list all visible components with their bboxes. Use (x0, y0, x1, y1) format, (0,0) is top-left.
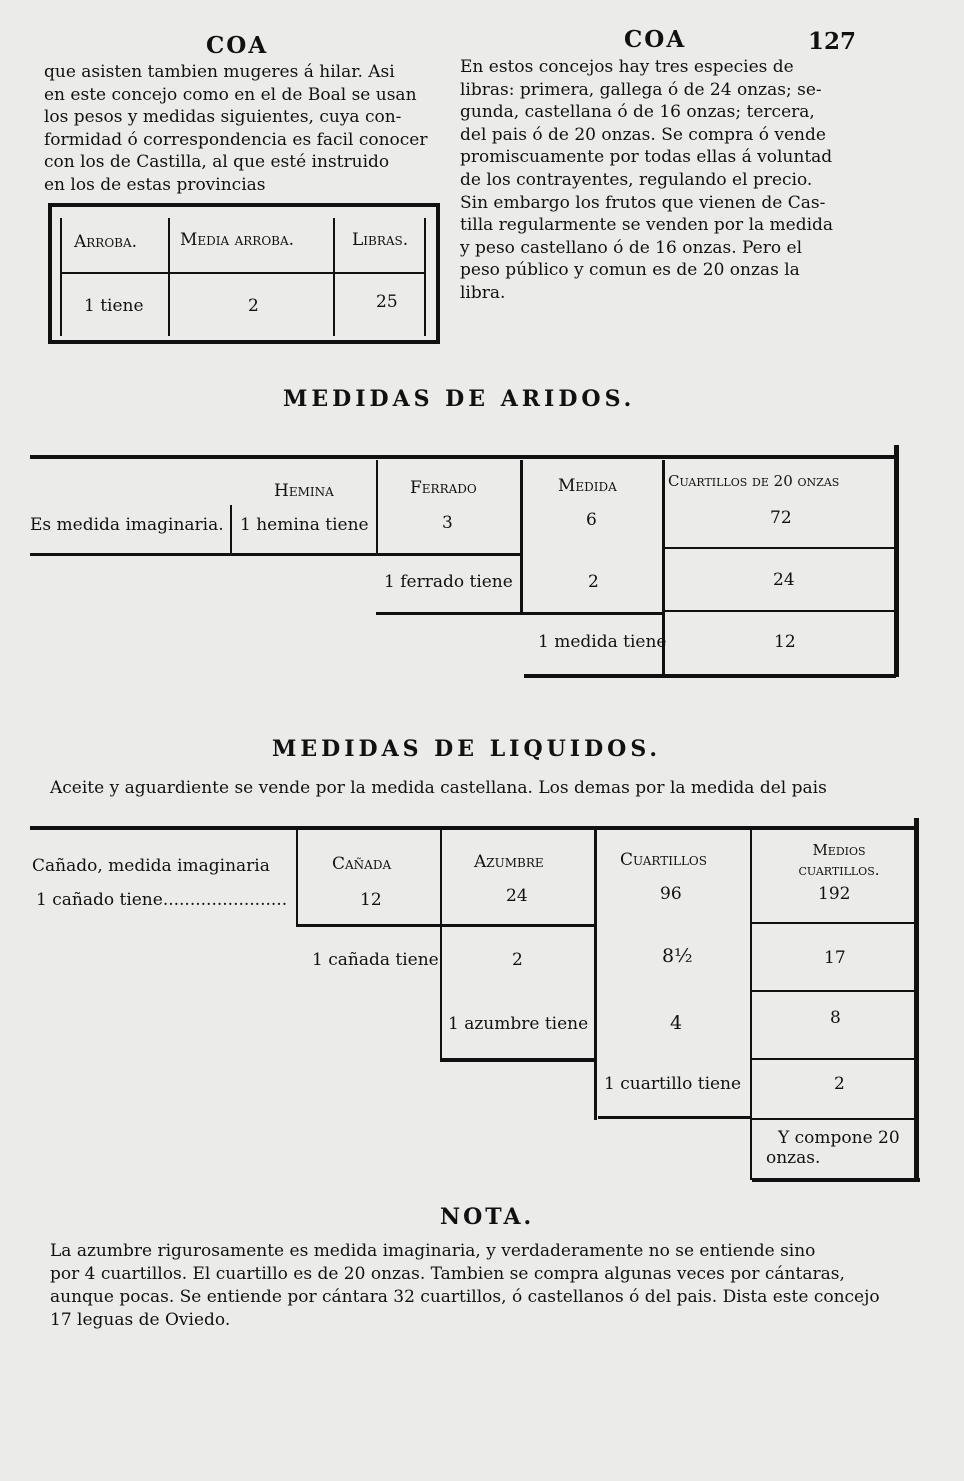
header-medios-cuartillos: Medios cuartillos. (798, 841, 880, 879)
cell-value: 8½ (662, 945, 693, 967)
text-line: libras: primera, gallega ó de 24 onzas; se- (460, 79, 822, 100)
cell-value: 12 (360, 890, 382, 910)
row-label: 1 cañado tiene....................... (36, 890, 288, 910)
row-label: 1 azumbre tiene (448, 1014, 589, 1034)
text-line: de los contrayentes, regulando el precio. (460, 169, 813, 190)
text-line: que asisten tambien mugeres á hilar. Asi (44, 62, 395, 82)
header-media-arroba: Media arroba. (180, 230, 295, 250)
header-canada: Cañada (332, 854, 392, 874)
cell-arroba: 1 tiene (84, 296, 144, 316)
text-line: tilla regularmente se venden por la medida (460, 215, 834, 236)
text-line: gunda, castellana ó de 16 onzas; tercera, (460, 102, 815, 123)
text-line: en los de estas provincias (44, 174, 266, 195)
right-running-title: COA (624, 26, 687, 53)
cell-value: 72 (770, 508, 792, 528)
cell-value: 3 (442, 513, 453, 533)
cell-value: 2 (588, 572, 599, 592)
row-label: 1 cañada tiene (312, 950, 439, 970)
text-line: La azumbre rigurosamente es medida imaginaria, y verdaderamente no se entiende sino (50, 1241, 816, 1261)
text-line: los pesos y medidas siguientes, cuya con- (44, 107, 402, 128)
right-column-text (460, 56, 870, 305)
text-line: promiscuamente por todas ellas á voluntad (460, 147, 833, 168)
left-running-title: COA (206, 32, 269, 59)
text-line: con los de Castilla, al que esté instruido (44, 152, 390, 173)
aridos-intro: Es medida imaginaria. (30, 515, 224, 535)
cell-value: 17 (824, 948, 846, 968)
row-label: 1 hemina tiene (240, 515, 369, 535)
nota-title: NOTA. (440, 1204, 535, 1230)
text-line: formidad ó correspondencia es facil conocer (44, 129, 428, 150)
liquidos-title: MEDIDAS DE LIQUIDOS. (272, 736, 662, 762)
header-hemina: Hemina (274, 481, 334, 501)
left-column-text (44, 61, 444, 197)
header-cuartillos: Cuartillos (620, 850, 707, 870)
row-label: 1 medida tiene (538, 632, 667, 652)
cell-value: 2 (512, 950, 523, 970)
text-line: aunque pocas. Se entiende por cántara 32 cuartillos, ó castellanos ó del pais. Dista este concejo (50, 1287, 880, 1307)
cell-value: 2 (834, 1074, 845, 1094)
header-medida: Medida (558, 476, 617, 496)
nota-text (50, 1240, 880, 1332)
footer-line: Y compone 20 (778, 1128, 900, 1148)
cell-media-arroba: 2 (248, 296, 259, 316)
page-number: 127 (808, 28, 857, 55)
text-line: En estos concejos hay tres especies de (460, 57, 794, 77)
text-line: Sin embargo los frutos que vienen de Cas- (460, 192, 826, 213)
text-line: en este concejo como en el de Boal se usan (44, 84, 417, 105)
text-line: del pais ó de 20 onzas. Se compra ó vende (460, 124, 826, 145)
cell-value: 24 (506, 886, 528, 906)
cell-value: 24 (773, 570, 795, 590)
aridos-title: MEDIDAS DE ARIDOS. (283, 386, 636, 412)
footer-line: onzas. (766, 1148, 821, 1168)
cell-libras: 25 (376, 292, 398, 312)
cell-value: 4 (670, 1012, 683, 1034)
text-line: libra. (460, 282, 506, 303)
text-line: por 4 cuartillos. El cuartillo es de 20 onzas. Tambien se compra algunas veces por cántaras, (50, 1264, 845, 1284)
cell-value: 12 (774, 632, 796, 652)
cell-value: 8 (830, 1008, 841, 1028)
text-line: y peso castellano ó de 16 onzas. Pero el (460, 237, 803, 258)
header-libras: Libras. (352, 230, 409, 250)
text-line: peso público y comun es de 20 onzas la (460, 260, 800, 281)
text-line: 17 leguas de Oviedo. (50, 1310, 231, 1330)
header-ferrado: Ferrado (410, 478, 477, 498)
header-azumbre: Azumbre (474, 852, 544, 872)
row-label: 1 ferrado tiene (384, 572, 513, 592)
liquidos-intro: Cañado, medida imaginaria (32, 856, 270, 876)
cell-value: 192 (818, 884, 851, 904)
header-cuartillos-20-onzas: Cuartillos de 20 onzas (668, 472, 840, 490)
liquidos-subtitle: Aceite y aguardiente se vende por la medida castellana. Los demas por la medida del pais (50, 778, 827, 798)
row-label: 1 cuartillo tiene (604, 1074, 742, 1094)
cell-value: 6 (586, 510, 597, 530)
header-arroba: Arroba. (74, 232, 138, 252)
cell-value: 96 (660, 884, 682, 904)
